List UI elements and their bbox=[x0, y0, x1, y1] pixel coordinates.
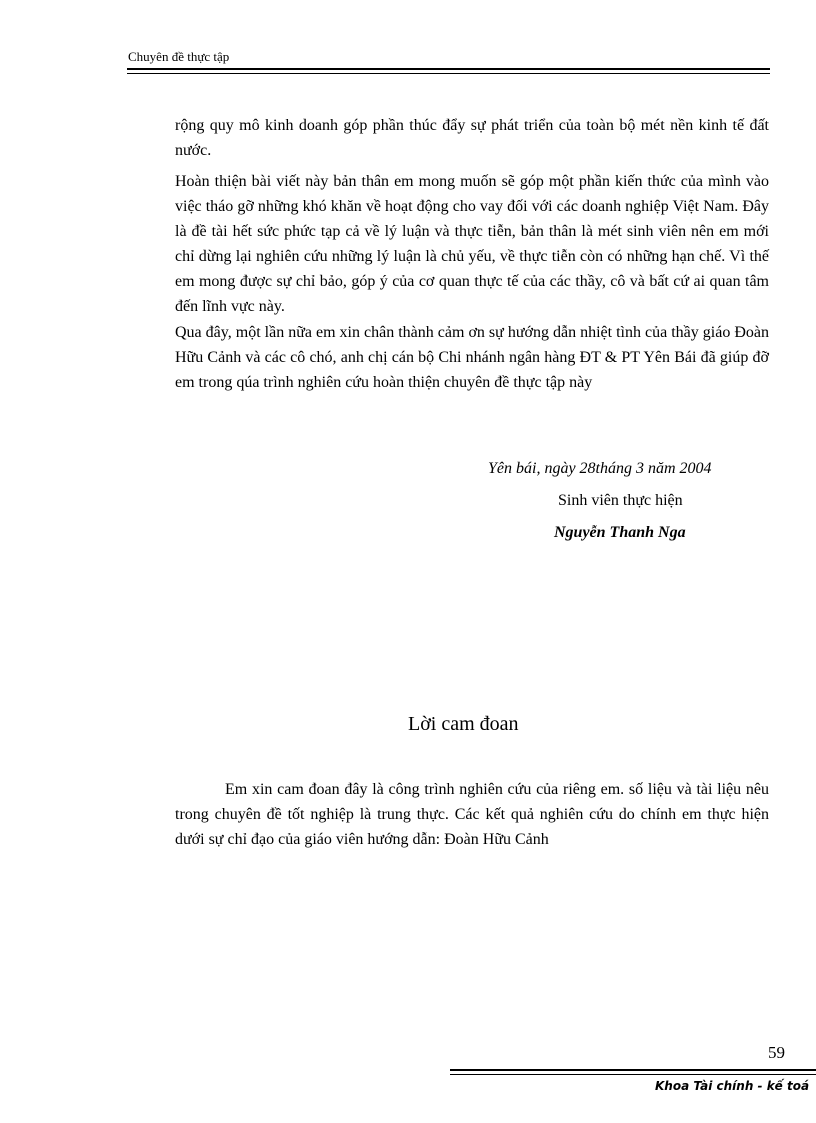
header-rule bbox=[127, 68, 770, 74]
signoff-role: Sinh viên thực hiện bbox=[558, 492, 683, 509]
body-paragraph-acknowledgement: Qua đây, một lần nữa em xin chân thành cảm ơn sự hướng dẫn nhiệt tình của thầy giáo Đoàn Hữu Cảnh và các cô chó, anh chị cán bộ Chi nhánh ngân hàng ĐT & PT Yên Bái đã giúp đỡ em trong qúa trình nghiên cứu hoàn thiện chuyên đề thực tập này bbox=[175, 324, 769, 391]
declaration-title: Lời cam đoan bbox=[408, 713, 519, 735]
declaration-paragraph: Em xin cam đoan đây là công trình nghiên cứu của riêng em. số liệu và tài liệu nêu trong chuyên đề tốt nghiệp là trung thực. Các kết quả nghiên cứu do chính em thực hiện dưới sự chỉ đạo của giáo viên hướng dẫn: Đoàn Hữu Cảnh bbox=[175, 781, 769, 848]
page-number: 59 bbox=[768, 1043, 785, 1062]
page-header-title: Chuyên đề thực tập bbox=[128, 49, 230, 64]
signoff-name: Nguyễn Thanh Nga bbox=[554, 524, 686, 541]
footer-rule bbox=[450, 1069, 816, 1075]
footer-department: Khoa Tài chính - kế toá bbox=[655, 1079, 810, 1093]
signoff-place-date: Yên bái, ngày 28tháng 3 năm 2004 bbox=[488, 460, 712, 477]
body-paragraph-continued: rộng quy mô kinh doanh góp phần thúc đẩy sự phát triển của toàn bộ mét nền kinh tế đất nước. bbox=[175, 117, 769, 159]
body-paragraph-conclusion: Hoàn thiện bài viết này bản thân em mong muốn sẽ góp một phần kiến thức của mình vào việc tháo gỡ những khó khăn về hoạt động cho vay đối với các doanh nghiệp Việt Nam. Đây là đề tài hết sức phức tạp cả về lý luận và thực tiễn, bản thân là mét sinh viên nên em mới chỉ dừng lại nghiên cứu những lý luận là chủ yếu, về thực tiễn còn có những hạn chế. Vì thế em mong được sự chỉ bảo, góp ý của cơ quan thực tế của các thầy, cô và bất cứ ai quan tâm đến lĩnh vực này. bbox=[175, 173, 769, 315]
